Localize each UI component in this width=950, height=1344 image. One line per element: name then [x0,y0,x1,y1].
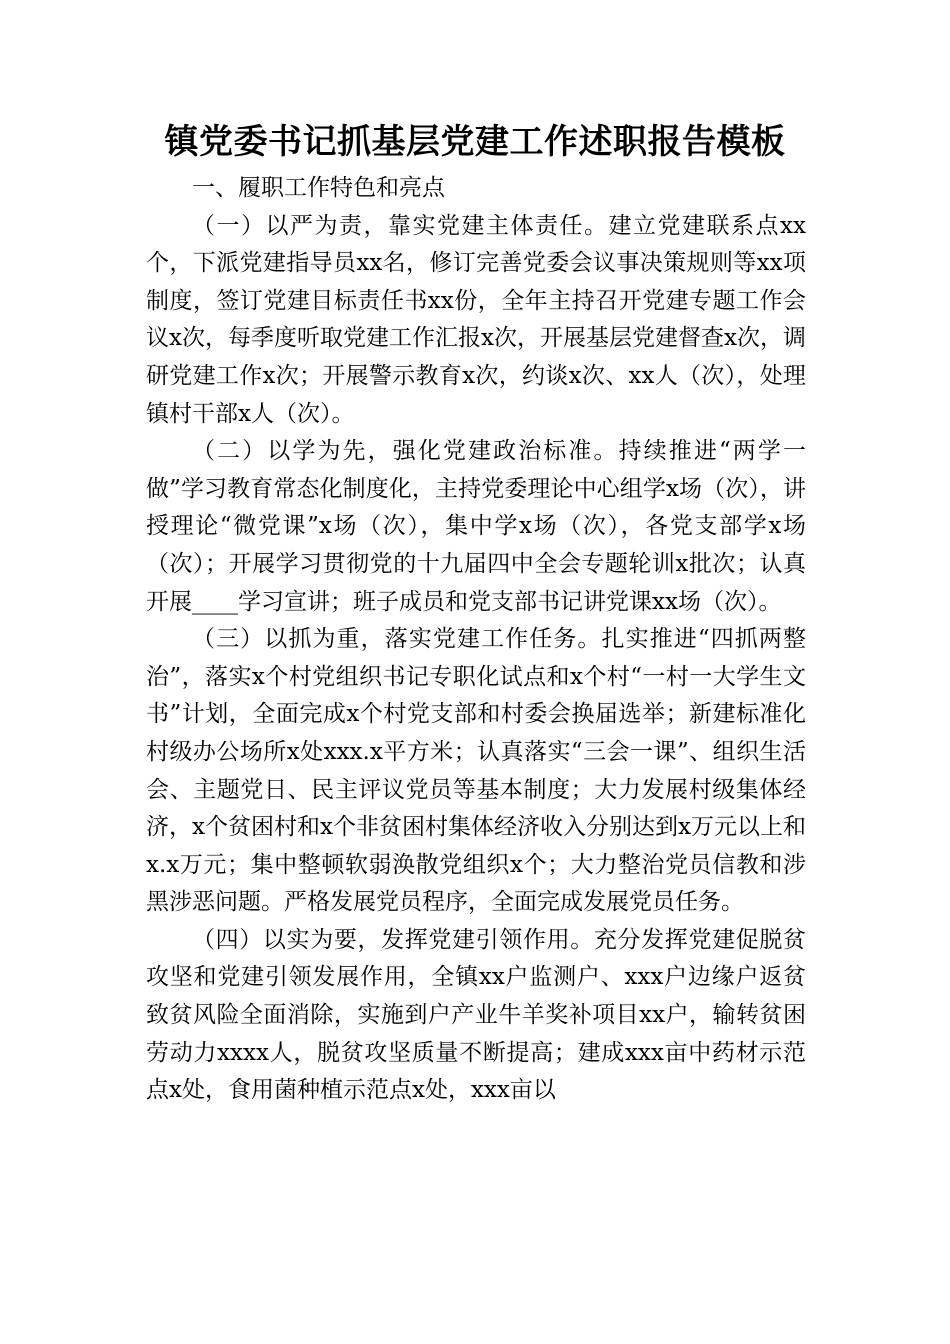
paragraph-4: （四）以实为要，发挥党建引领作用。充分发挥党建促脱贫攻坚和党建引领发展作用，全镇xx户监测户、xxx户边缘户返贫致贫风险全面消除，实施到户产业牛羊奖补项目xx户，输转贫困劳动力xxxx人，脱贫攻坚质量不断提高；建成xxx亩中药材示范点x处，食用菌种植示范点x处，xxx亩以 [146,926,806,1104]
paragraph-3: （三）以抓为重，落实党建工作任务。扎实推进“四抓两整治”，落实x个村党组织书记专职化试点和x个村“一村一大学生文书”计划，全面完成x个村党支部和村委会换届选举；新建标准化村级办公场所x处xxx.x平方米；认真落实“三会一课”、组织生活会、主题党日、民主评议党员等基本制度；大力发展村级集体经济，x个贫困村和x个非贫困村集体经济收入分别达到x万元以上和x.x万元；集中整顿软弱涣散党组织x个；大力整治党员信教和涉黑涉恶问题。严格发展党员程序，全面完成发展党员任务。 [146,626,806,916]
document-title: 镇党委书记抓基层党建工作述职报告模板 [164,122,786,162]
paragraph-1: （一）以严为责，靠实党建主体责任。建立党建联系点xx个，下派党建指导员xx名，修订完善党委会议事决策规则等xx项制度，签订党建目标责任书xx份，全年主持召开党建专题工作会议x次，每季度听取党建工作汇报x次，开展基层党建督查x次，调研党建工作x次；开展警示教育x次，约谈x次、xx人（次），处理镇村干部x人（次）。 [146,212,806,427]
paragraph-2: （二）以学为先，强化党建政治标准。持续推进“两学一做”学习教育常态化制度化，主持党委理论中心组学x场（次），讲授理论“微党课”x场（次），集中学x场（次），各党支部学x场（次）；开展学习贯彻党的十九届四中全会专题轮训x批次；认真开展____学习宣讲；班子成员和党支部书记讲党课xx场（次）。 [146,438,806,615]
section-heading: 一、履职工作特色和亮点 [192,175,445,201]
document-body [146,170,806,1110]
